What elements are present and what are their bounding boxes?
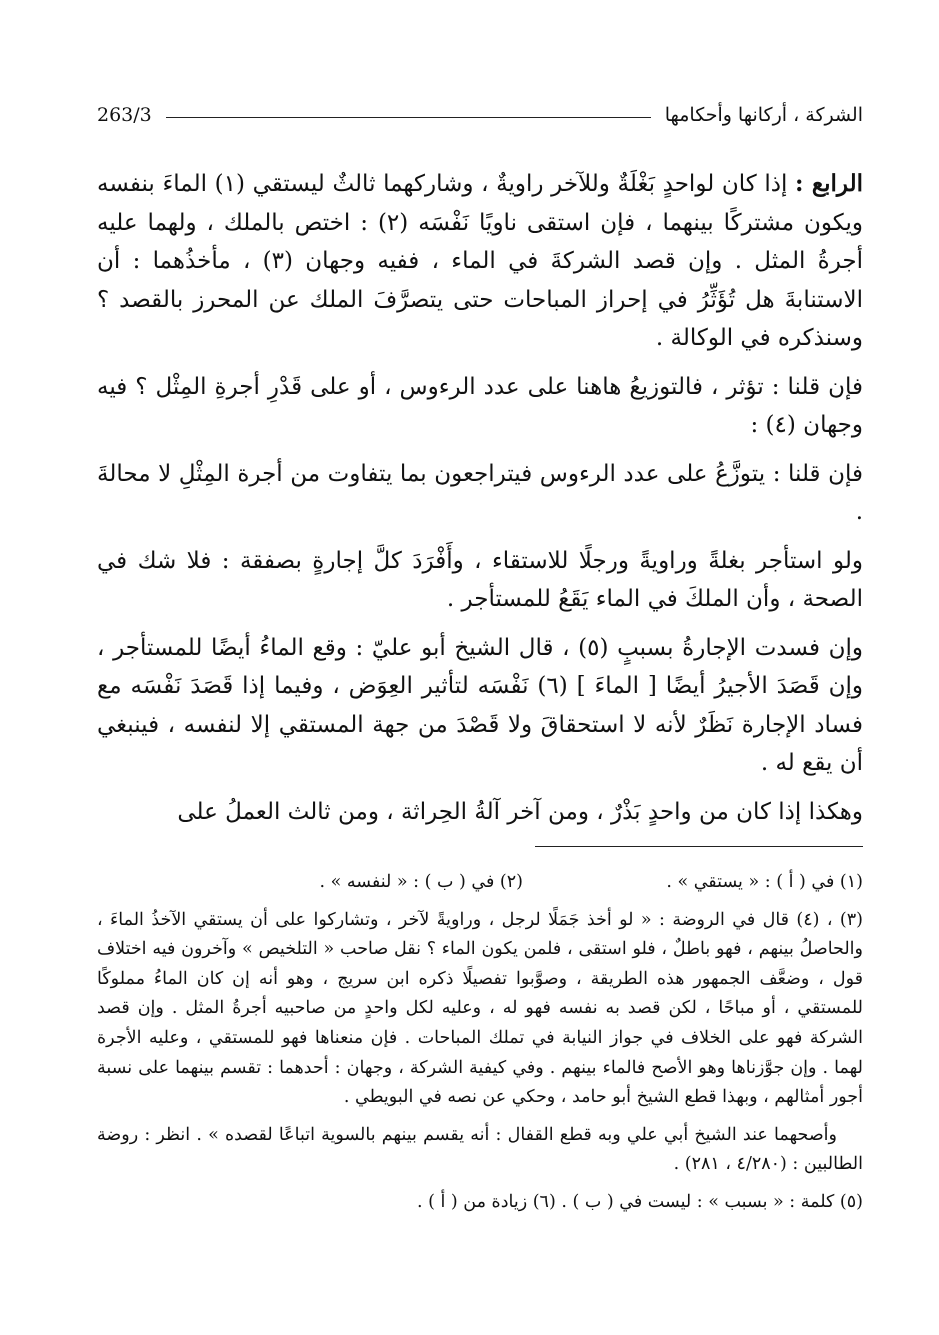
main-text bbox=[97, 165, 863, 831]
footnotes bbox=[97, 868, 863, 1226]
running-head bbox=[97, 100, 863, 130]
footnote-1: (١) في ( أ ) : « يستقي » . bbox=[666, 872, 863, 892]
running-title: الشركة ، أركانها وأحكامها bbox=[664, 104, 863, 126]
paragraph-lead: الرابع : bbox=[795, 170, 864, 197]
footnote-3-4-continued: وأصحهما عند الشيخ أبي علي وبه قطع القفال : أنه يقسم بينهم بالسوية اتباعًا لقصده » . انظر : روضة الطالبين : (٤/٢٨٠ ، ٢٨١) . bbox=[97, 1124, 863, 1175]
paragraph: ولو استأجر بغلةً وراويةً ورجلًا للاستقاء ، وأَفْرَدَ كلَّ إجارةٍ بصفقة : فلا شك في الصحة ، وأن الملكَ في الماء يَقَعُ للمستأجر . bbox=[97, 547, 863, 612]
footnote-separator bbox=[535, 846, 863, 847]
header-rule bbox=[166, 117, 651, 118]
footnote-row bbox=[97, 868, 863, 898]
paragraph: فإن قلنا : يتوزَّعُ على عدد الرءوس فيتراجعون بما يتفاوت من أجرة المِثْلِ لا محالةَ . bbox=[97, 460, 863, 525]
paragraph-fourth bbox=[97, 165, 863, 358]
paragraph: وإن فسدت الإجارةُ بسببٍ (٥) ، قال الشيخ أبو عليّ : وقع الماءُ أيضًا للمستأجر ، وإن قَصَدَ الأجيرُ أيضًا [ الماءَ ] (٦) نَفْسَه لتأثير العِوَض ، وفيما إذا قَصَدَ نَفْسَه مع فساد الإجارة نَظَرٌ لأنه لا استحقاقَ ولا قَصْدَ من جهة المستقي إلا لنفسه ، فينبغي أن يقع له . bbox=[97, 634, 863, 776]
footnote-3-4: (٣) ، (٤) قال في الروضة : « لو أخذ جَمَلًا لرجل ، وراويةً لآخر ، وتشاركوا على أن يستقي الآخذُ الماءَ ، والحاصلُ بينهم ، فهو باطلٌ ، فلو استقى ، فلمن يكون الماء ؟ نقل صاحب « التلخيص » وآخرون فيه اختلاف قول ، وضعَّف الجمهور هذه الطريقة ، وصوَّبوا تفصيلًا ذكره ابن سريج ، وهو أنه إن كان الماءُ مملوكًا للمستقي ، أو مباحًا ، لكن قصد به نفسه فهو له ، وعليه لكل واحدٍ من صاحبيه أجرةُ المثل . وإن قصد الشركة فهو على الخلاف في جواز النيابة في تملك المباحات . فإن منعناها فهو للمستقي ، وعليه الأجرة لهما . وإن جوَّزناها وهو الأصح فالماء بينهم . وفي كيفية الشركة ، وجهان : أحدهما : تقسم بينهما على نسبة أجور أمثالهم ، وبهذا قطع الشيخ أبو حامد ، وحكي عن نصه في البويطي . bbox=[97, 909, 863, 1108]
page-number: 263/3 bbox=[97, 104, 152, 126]
paragraph-text: إذا كان لواحدٍ بَغْلَةٌ وللآخر راويةٌ ، وشاركهما ثالثٌ ليستقي (١) الماءَ بنفسه ويكون مشتركًا بينهما ، فإن استقى ناويًا نَفْسَه (٢) : اختص بالملك ، ولهما عليه أجرةُ المثل . وإن قصد الشركةَ في الماء ، ففيه وجهان (٣) ، مأخذُهما : أن الاستنابةَ هل تُؤَثِّرُ في إحراز المباحات حتى يتصرَّفَ الملك عن المحرز بالقصد ؟ وسنذكره في الوكالة . bbox=[97, 171, 863, 351]
paragraph: وهكذا إذا كان من واحدٍ بَذْرٌ ، ومن آخر آلةُ الحِراثة ، ومن ثالث العملُ على bbox=[177, 798, 863, 825]
footnote-5-6: (٥) كلمة : « بسبب » : ليست في ( ب ) . (٦) زيادة من ( أ ) . bbox=[416, 1191, 863, 1212]
footnote-2: (٢) في ( ب ) : « لنفسه » . bbox=[319, 872, 523, 892]
paragraph: فإن قلنا : تؤثر ، فالتوزيعُ هاهنا على عدد الرءوس ، أو على قَدْرِ أجرةِ المِثْل ؟ فيه وجهان (٤) : bbox=[97, 373, 863, 438]
